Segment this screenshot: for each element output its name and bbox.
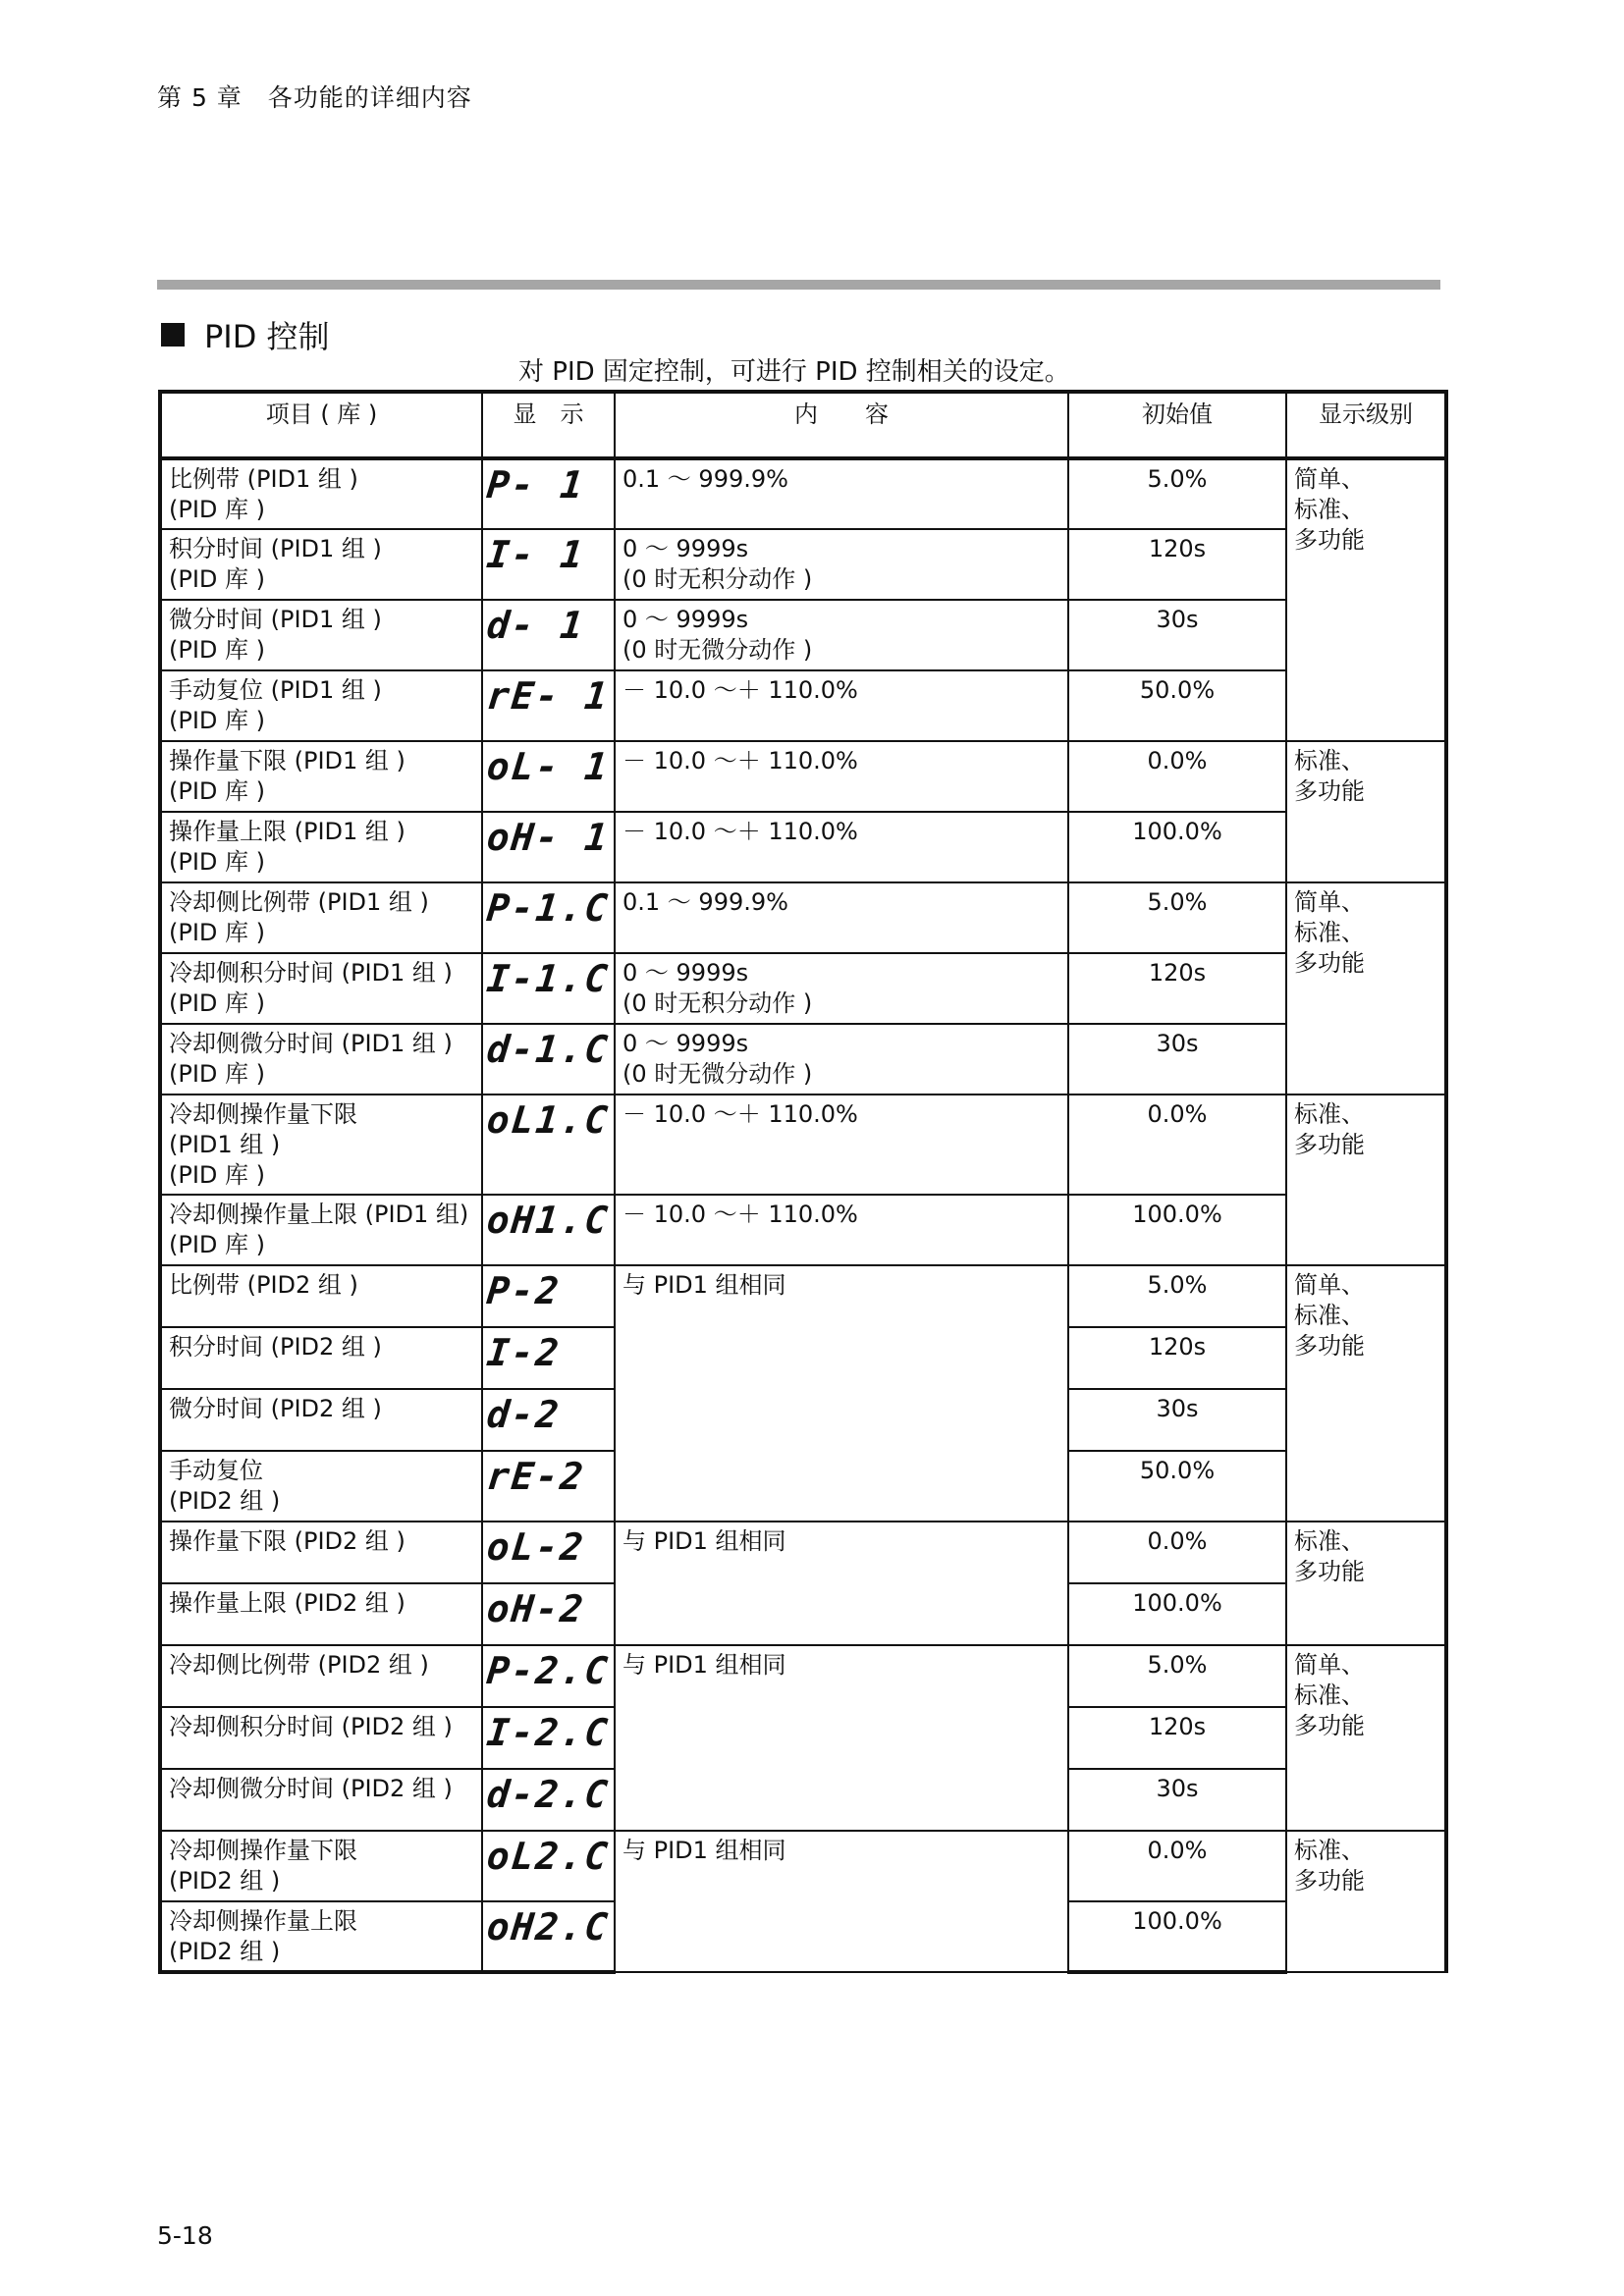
level-cell: 标准、 多功能 [1286,1831,1446,1972]
content-cell: 与 PID1 组相同 [615,1831,1068,1972]
initial-cell: 50.0% [1068,670,1286,741]
seven-segment-display: I-2 [484,1331,563,1374]
initial-cell: 50.0% [1068,1451,1286,1522]
seven-segment-display: rE- 1 [484,674,612,718]
initial-cell: 30s [1068,600,1286,670]
seven-segment-display: oL-2 [484,1525,587,1569]
display-cell [482,1901,615,1972]
content-cell: － 10.0 ～＋ 110.0% [615,1195,1068,1265]
section-divider [157,280,1440,290]
initial-cell: 100.0% [1068,1195,1286,1265]
item-cell: 积分时间 (PID1 组 ) (PID 库 ) [160,529,482,600]
display-cell [482,1095,615,1195]
table-row [160,882,1446,953]
initial-cell: 30s [1068,1769,1286,1831]
item-cell: 手动复位 (PID2 组 ) [160,1451,482,1522]
table-row [160,529,1446,600]
table-row [160,953,1446,1024]
initial-cell: 100.0% [1068,1901,1286,1972]
display-cell [482,953,615,1024]
table-row [160,741,1446,812]
table-row [160,670,1446,741]
level-cell: 标准、 多功能 [1286,1522,1446,1645]
content-cell: － 10.0 ～＋ 110.0% [615,812,1068,882]
display-cell [482,1327,615,1389]
table-header-row [160,392,1446,458]
item-cell: 操作量下限 (PID1 组 ) (PID 库 ) [160,741,482,812]
seven-segment-display: d-1.C [484,1028,612,1071]
table-row [160,812,1446,882]
table-row [160,1645,1446,1707]
display-cell [482,1451,615,1522]
table-row [160,458,1446,529]
initial-cell: 120s [1068,529,1286,600]
item-cell: 冷却侧积分时间 (PID2 组 ) [160,1707,482,1769]
initial-cell: 5.0% [1068,458,1286,529]
display-cell [482,1265,615,1327]
content-cell: 0 ～ 9999s (0 时无微分动作 ) [615,600,1068,670]
item-cell: 积分时间 (PID2 组 ) [160,1327,482,1389]
header-item: 项目 ( 库 ) [160,392,482,458]
item-cell: 冷却侧操作量下限 (PID1 组 ) (PID 库 ) [160,1095,482,1195]
content-cell: － 10.0 ～＋ 110.0% [615,1095,1068,1195]
initial-cell: 0.0% [1068,1095,1286,1195]
initial-cell: 0.0% [1068,1522,1286,1583]
display-cell [482,1583,615,1645]
section-heading [161,312,330,357]
display-cell [482,1195,615,1265]
initial-cell: 5.0% [1068,882,1286,953]
content-cell: 0.1 ～ 999.9% [615,882,1068,953]
seven-segment-display: I-1.C [484,957,612,1000]
pid-parameter-table [158,390,1448,1974]
initial-cell: 120s [1068,953,1286,1024]
header-initial: 初始值 [1068,392,1286,458]
level-cell: 标准、 多功能 [1286,741,1446,882]
item-cell: 冷却侧操作量下限 (PID2 组 ) [160,1831,482,1901]
level-cell: 标准、 多功能 [1286,1095,1446,1265]
initial-cell: 120s [1068,1327,1286,1389]
content-cell: 0 ～ 9999s (0 时无积分动作 ) [615,529,1068,600]
seven-segment-display: d- 1 [484,604,587,647]
display-cell [482,882,615,953]
display-cell [482,1769,615,1831]
page-number: 5-18 [157,2221,213,2250]
display-cell [482,1707,615,1769]
table-row [160,1195,1446,1265]
content-cell: 与 PID1 组相同 [615,1522,1068,1645]
seven-segment-display: oL2.C [484,1835,612,1878]
seven-segment-display: oH- 1 [484,816,612,859]
item-cell: 手动复位 (PID1 组 ) (PID 库 ) [160,670,482,741]
seven-segment-display: I- 1 [484,533,587,576]
table-row [160,1095,1446,1195]
section-title: PID 控制 [204,318,330,355]
display-cell [482,812,615,882]
initial-cell: 100.0% [1068,812,1286,882]
square-bullet-icon [161,323,185,347]
seven-segment-display: oL1.C [484,1098,612,1142]
seven-segment-display: oH-2 [484,1587,587,1630]
level-cell: 简单、 标准、 多功能 [1286,458,1446,741]
display-cell [482,1831,615,1901]
item-cell: 微分时间 (PID1 组 ) (PID 库 ) [160,600,482,670]
table-row [160,1024,1446,1095]
chapter-header: 第 5 章 各功能的详细内容 [157,83,472,112]
item-cell: 冷却侧积分时间 (PID1 组 ) (PID 库 ) [160,953,482,1024]
table-row [160,600,1446,670]
initial-cell: 30s [1068,1024,1286,1095]
display-cell [482,529,615,600]
item-cell: 比例带 (PID2 组 ) [160,1265,482,1327]
initial-cell: 5.0% [1068,1645,1286,1707]
initial-cell: 5.0% [1068,1265,1286,1327]
display-cell [482,741,615,812]
item-cell: 微分时间 (PID2 组 ) [160,1389,482,1451]
content-cell: 与 PID1 组相同 [615,1645,1068,1831]
item-cell: 冷却侧比例带 (PID2 组 ) [160,1645,482,1707]
display-cell [482,1522,615,1583]
item-cell: 比例带 (PID1 组 ) (PID 库 ) [160,458,482,529]
display-cell [482,670,615,741]
seven-segment-display: oH2.C [484,1905,612,1949]
display-cell [482,600,615,670]
item-cell: 冷却侧微分时间 (PID1 组 ) (PID 库 ) [160,1024,482,1095]
initial-cell: 120s [1068,1707,1286,1769]
item-cell: 冷却侧微分时间 (PID2 组 ) [160,1769,482,1831]
item-cell: 冷却侧操作量上限 (PID1 组) (PID 库 ) [160,1195,482,1265]
seven-segment-display: oL- 1 [484,745,612,788]
initial-cell: 0.0% [1068,741,1286,812]
seven-segment-display: oH1.C [484,1199,612,1242]
initial-cell: 0.0% [1068,1831,1286,1901]
item-cell: 操作量上限 (PID1 组 ) (PID 库 ) [160,812,482,882]
level-cell: 简单、 标准、 多功能 [1286,1265,1446,1522]
content-cell: － 10.0 ～＋ 110.0% [615,670,1068,741]
content-cell: 0.1 ～ 999.9% [615,458,1068,529]
seven-segment-display: P-2.C [484,1649,612,1692]
seven-segment-display: d-2 [484,1393,563,1436]
level-cell: 简单、 标准、 多功能 [1286,882,1446,1095]
item-cell: 冷却侧操作量上限 (PID2 组 ) [160,1901,482,1972]
content-cell: 0 ～ 9999s (0 时无积分动作 ) [615,953,1068,1024]
level-cell: 简单、 标准、 多功能 [1286,1645,1446,1831]
seven-segment-display: I-2.C [484,1711,612,1754]
content-cell: 与 PID1 组相同 [615,1265,1068,1522]
item-cell: 操作量上限 (PID2 组 ) [160,1583,482,1645]
header-content: 内 容 [615,392,1068,458]
table-row [160,1265,1446,1327]
initial-cell: 100.0% [1068,1583,1286,1645]
item-cell: 操作量下限 (PID2 组 ) [160,1522,482,1583]
seven-segment-display: d-2.C [484,1773,612,1816]
display-cell [482,458,615,529]
table-row [160,1522,1446,1583]
header-display: 显 示 [482,392,615,458]
section-intro: 对 PID 固定控制，可进行 PID 控制相关的设定。 [518,357,1070,387]
seven-segment-display: rE-2 [484,1455,587,1498]
header-level: 显示级别 [1286,392,1446,458]
item-cell: 冷却侧比例带 (PID1 组 ) (PID 库 ) [160,882,482,953]
seven-segment-display: P-2 [484,1269,563,1312]
display-cell [482,1389,615,1451]
display-cell [482,1645,615,1707]
seven-segment-display: P-1.C [484,886,612,930]
initial-cell: 30s [1068,1389,1286,1451]
content-cell: － 10.0 ～＋ 110.0% [615,741,1068,812]
display-cell [482,1024,615,1095]
table-row [160,1831,1446,1901]
content-cell: 0 ～ 9999s (0 时无微分动作 ) [615,1024,1068,1095]
seven-segment-display: P- 1 [484,463,587,507]
